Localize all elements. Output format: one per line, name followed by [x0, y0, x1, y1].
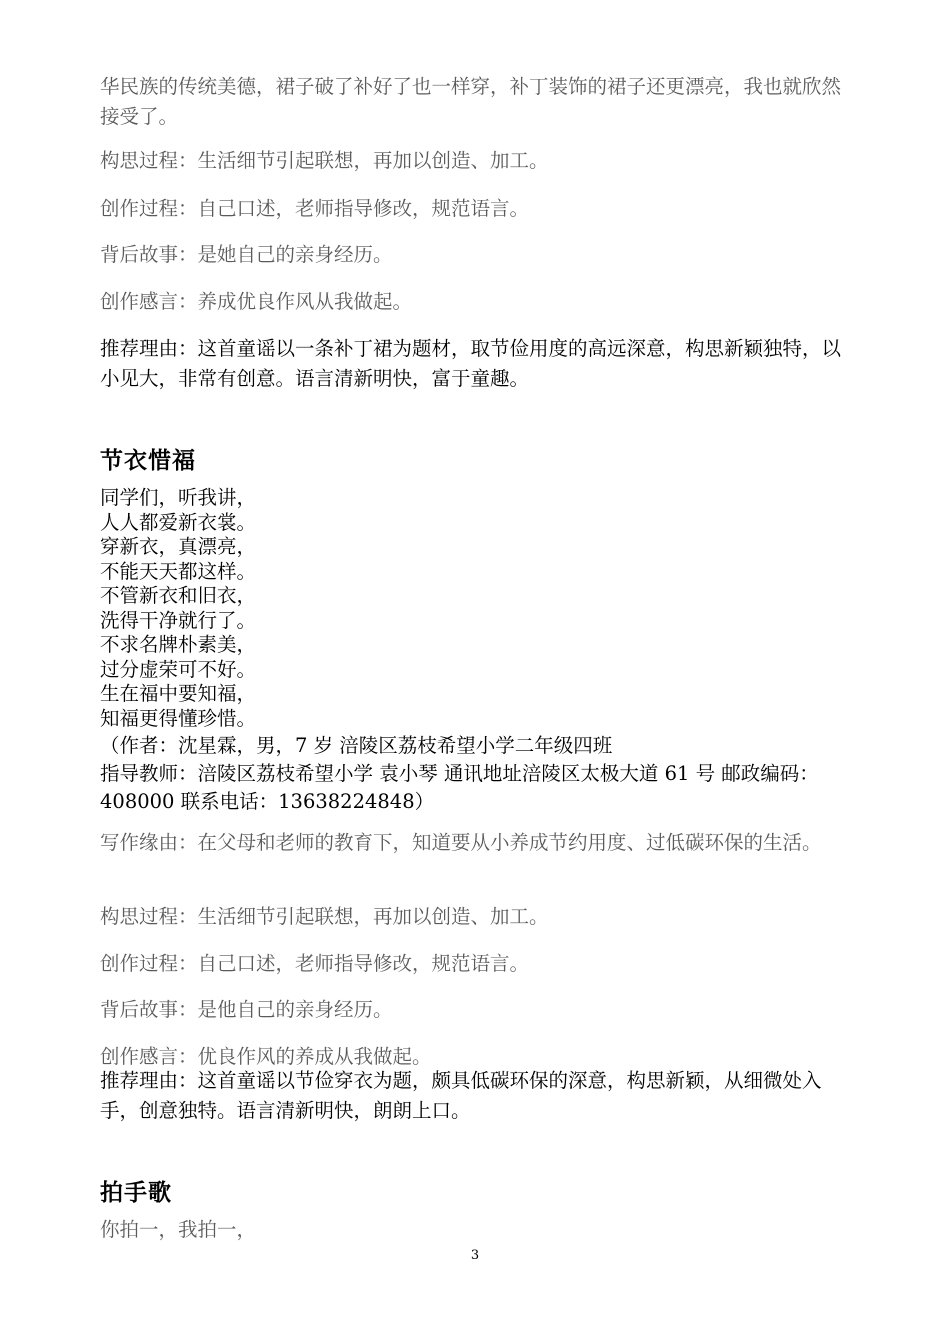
poem-line: 过分虚荣可不好。 — [100, 657, 257, 681]
poem-line: 不管新衣和旧衣， — [100, 584, 257, 607]
section2-recommend: 推荐理由：这首童谣以节俭穿衣为题，颇具低碳环保的深意，构思新颖，从细微处入手，创意独特。语言清新明快，朗朗上口。 — [100, 1069, 822, 1122]
poem-line: 生在福中要知福， — [100, 682, 257, 705]
section2-concept: 构思过程：生活细节引起联想，再加以创造、加工。 — [100, 905, 549, 928]
section3-first-line: 你拍一，我拍一， — [100, 1218, 257, 1241]
poem-line: 穿新衣，真漂亮， — [100, 535, 257, 558]
page-number: 3 — [470, 1248, 480, 1263]
section2-poem — [100, 486, 852, 731]
section3-title: 拍手歌 — [100, 1180, 172, 1206]
poem-line: 洗得干净就行了。 — [100, 608, 257, 632]
section2-creation: 创作过程：自己口述，老师指导修改，规范语言。 — [100, 952, 530, 975]
section1-backstory: 背后故事：是她自己的亲身经历。 — [100, 243, 393, 266]
section1-feeling: 创作感言：养成优良作风从我做起。 — [100, 290, 413, 313]
section1-concept: 构思过程：生活细节引起联想，再加以创造、加工。 — [100, 149, 549, 172]
section1-recommend: 推荐理由：这首童谣以一条补丁裙为题材，取节俭用度的高远深意，构思新颖独特，以小见大，非常有创意。语言清新明快，富于童趣。 — [100, 337, 842, 390]
poem-line: 不求名牌朴素美， — [100, 633, 257, 656]
author-info: （作者：沈星霖，男，7 岁 涪陵区荔枝希望小学二年级四班 — [100, 734, 613, 757]
section1-continuation: 华民族的传统美德，裙子破了补好了也一样穿，补丁装饰的裙子还更漂亮，我也就欣然接受了。 — [100, 75, 842, 128]
poem-line: 同学们，听我讲， — [100, 486, 257, 509]
section2-title: 节衣惜福 — [100, 448, 196, 474]
poem-line: 知福更得懂珍惜。 — [100, 706, 257, 730]
section2-backstory: 背后故事：是他自己的亲身经历。 — [100, 998, 393, 1021]
section2-credits — [100, 732, 852, 816]
section1-creation: 创作过程：自己口述，老师指导修改，规范语言。 — [100, 197, 530, 220]
teacher-info: 指导教师：涪陵区荔枝希望小学 袁小琴 通讯地址涪陵区太极大道 61 号 邮政编码：408000 联系电话：13638224848） — [100, 762, 819, 813]
section2-reason: 写作缘由：在父母和老师的教育下，知道要从小养成节约用度、过低碳环保的生活。 — [100, 831, 822, 854]
poem-line: 不能天天都这样。 — [100, 559, 257, 583]
section2-feeling: 创作感言：优良作风的养成从我做起。 — [100, 1045, 432, 1068]
poem-line: 人人都爱新衣裳。 — [100, 510, 257, 534]
